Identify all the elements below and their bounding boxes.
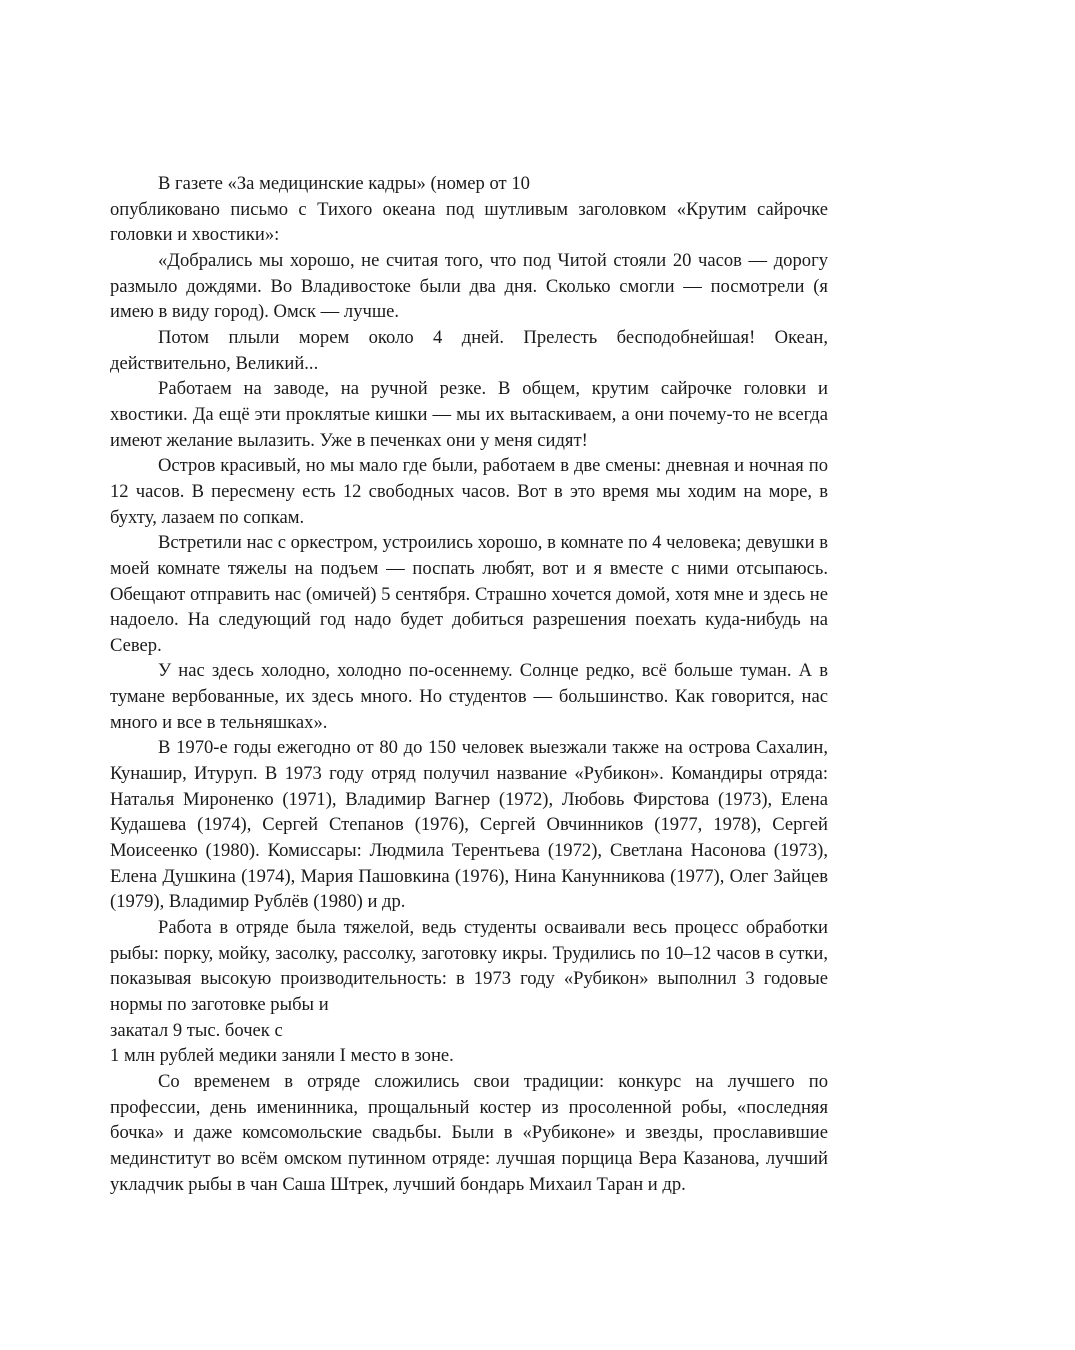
paragraph-rubikon-history: В 1970-е годы ежегодно от 80 до 150 человек выезжали также на острова Сахалин, Кунашир, Итуруп. В 1973 году отряд получил название «Рубикон». Командиры отряда: Наталья Мироненко (1971), Владимир Вагнер (1972), Любовь Фирстова (1973), Елена Кудашева (1974), Сергей Степанов (1976), Сергей Овчинников (1977, 1978), Сергей Моисеенко (1980). Комиссары: Людмила Терентьева (1972), Светлана Насонова (1973), Елена Душкина (1974), Мария Пашовкина (1976), Нина Канунникова (1977), Олег Зайцев (1979), Владимир Рублёв (1980) и др. xyxy=(110,737,828,913)
paragraph-letter-welcome: Встретили нас с оркестром, устроились хорошо, в комнате по 4 человека; девушки в моей комнате тяжелы на подъем — поспать любят, вот и я вместе с ними отсыпаюсь. Обещают отправить нас (омичей) 5 сентября. Страшно хочется домой, хотя мне и здесь не надоело. На следующий год надо будет добиться разрешения поехать куда-нибудь на Север. xyxy=(110,532,828,656)
article-body xyxy=(110,171,828,1197)
paragraph-letter-publication: опубликовано письмо с Тихого океана под шутливым заголовком «Крутим сайрочке головки и хвостики»: xyxy=(110,198,828,246)
paragraph-traditions: Со временем в отряде сложились свои традиции: конкурс на лучшего по профессии, день именинника, прощальный костер из просоленной робы, «последняя бочка» и даже комсомольские свадьбы. Были в «Рубиконе» и звезды, прославившие мединститут во всём омском путинном отряде: лучшая порщица Вера Казанова, лучший укладчик рыбы в чан Саша Штрек, лучший бондарь Михаил Таран и др. xyxy=(110,1070,828,1195)
paragraph-letter-sea: Потом плыли морем около 4 дней. Прелесть бесподобнейшая! Океан, действительно, Великий... xyxy=(110,326,828,374)
paragraph-letter-arrival: «Добрались мы хорошо, не считая того, что под Читой стояли 20 часов — дорогу размыло дождями. Во Владивостоке были два дня. Сколько смогли — посмотрели (я имею в виду город). Омск — лучше. xyxy=(110,249,828,323)
paragraph-first-place: 1 млн рублей медики заняли I место в зоне. xyxy=(110,1045,454,1067)
paragraph-newspaper-intro: В газете «За медицинские кадры» (номер от 10 xyxy=(158,173,530,194)
paragraph-letter-weather: У нас здесь холодно, холодно по-осеннему. Солнце редко, всё больше туман. А в тумане вербованные, их здесь много. Но студентов — большинство. Как говорится, нас много и все в тельняшках». xyxy=(110,660,828,733)
paragraph-letter-work: Работаем на заводе, на ручной резке. В общем, крутим сайрочке головки и хвостики. Да ещё эти проклятые кишки — мы их вытаскиваем, а они почему-то не всегда имеют желание вылазить. Уже в печенках они у меня сидят! xyxy=(110,378,828,451)
paragraph-work-process: Работа в отряде была тяжелой, ведь студенты осваивали весь процесс обработки рыбы: порку, мойку, засолку, рассолку, заготовку икры. Трудились по 10–12 часов в сутки, показывая высокую производительность: в 1973 году «Рубикон» выполнил 3 годовые нормы по заготовке рыбы и xyxy=(110,917,828,1015)
paragraph-barrels: закатал 9 тыс. бочек с xyxy=(110,1019,283,1041)
paragraph-letter-island: Остров красивый, но мы мало где были, работаем в две смены: дневная и ночная по 12 часов. В пересмену есть 12 свободных часов. Вот в это время мы ходим на море, в бухту, лазаем по сопкам. xyxy=(110,455,828,528)
